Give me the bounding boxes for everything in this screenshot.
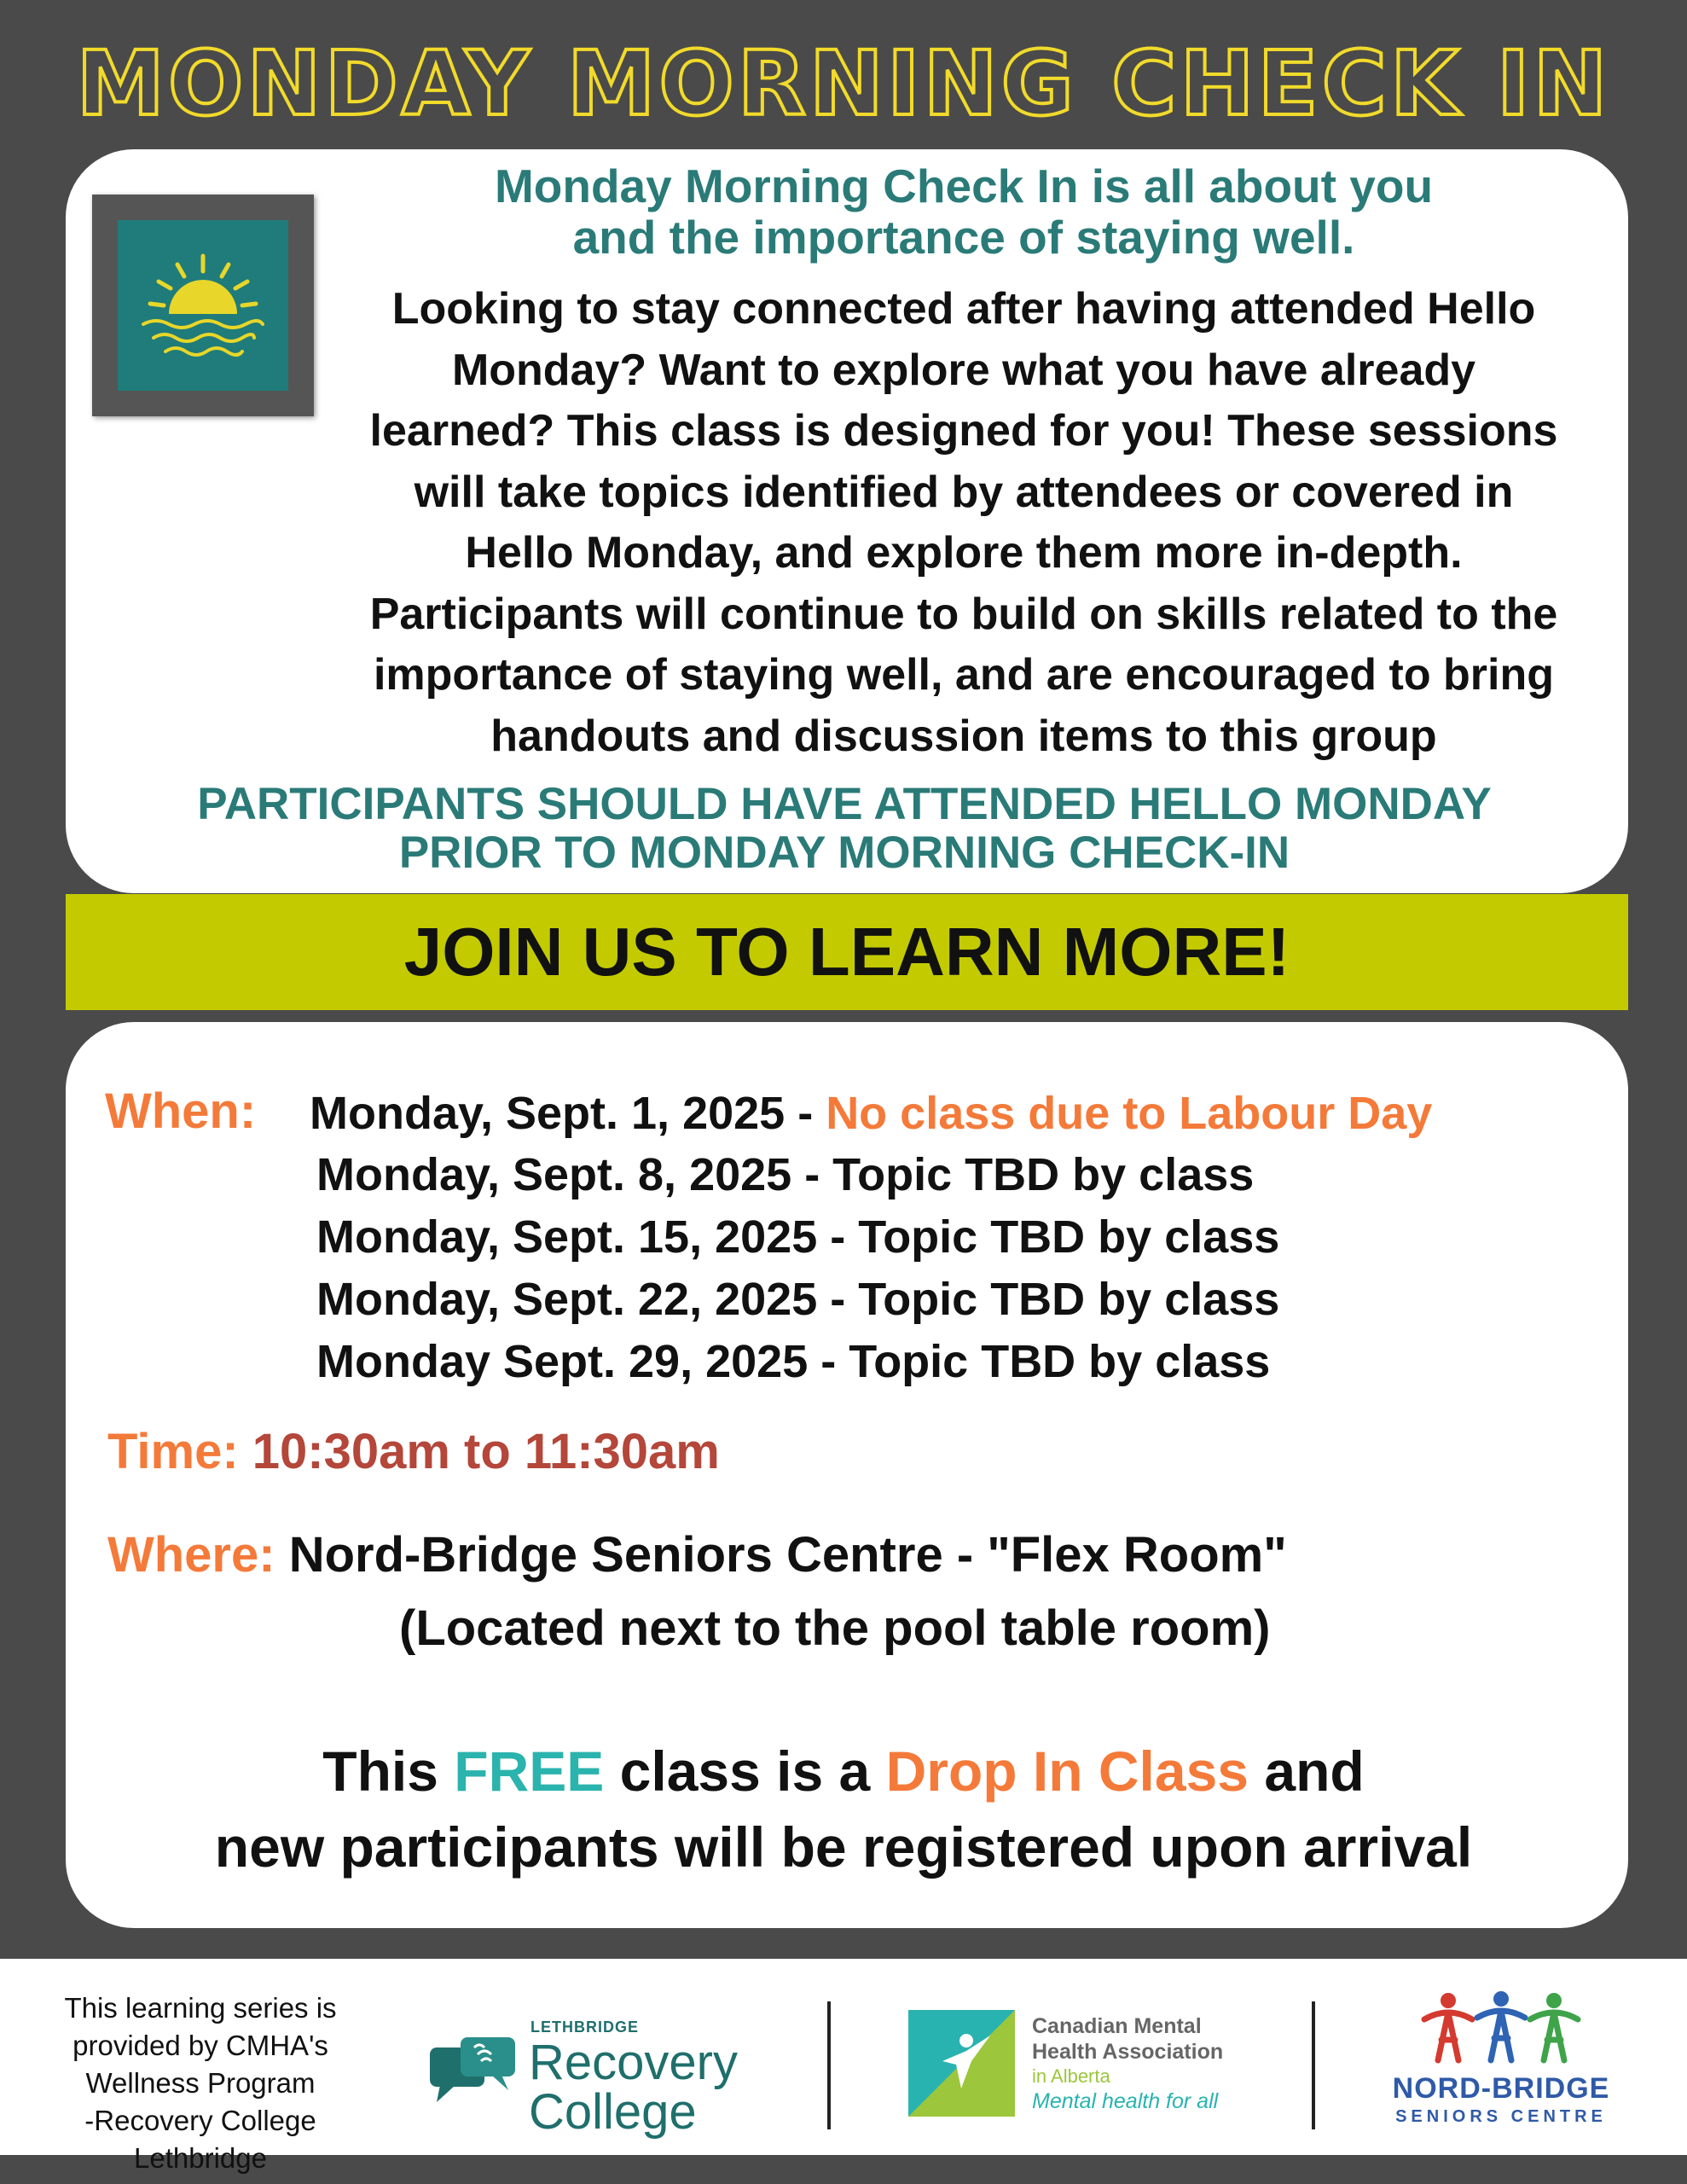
rc-line-1: Recovery bbox=[529, 2035, 738, 2090]
program-logo bbox=[92, 195, 314, 416]
sunrise-over-water-icon bbox=[118, 220, 288, 391]
where-note: (Located next to the pool table room) bbox=[399, 1600, 1271, 1656]
recovery-college-logo bbox=[426, 1993, 768, 2138]
time-label: Time: bbox=[107, 1424, 239, 1479]
chat-bubbles-icon bbox=[426, 2036, 520, 2112]
people-figures-icon bbox=[1416, 1989, 1586, 2065]
cmha-logo bbox=[908, 2010, 1267, 2121]
footer-divider-2 bbox=[1312, 2001, 1315, 2129]
nordbridge-line-2: SENIORS CENTRE bbox=[1395, 2107, 1607, 2126]
page-title: MONDAY MORNING CHECK IN bbox=[76, 32, 1611, 136]
intro-body-line-2: Monday? Want to explore what you have already bbox=[451, 346, 1476, 395]
rc-small-text: LETHBRIDGE bbox=[530, 2018, 639, 2036]
session-row-4: Monday, Sept. 22, 2025 - Topic TBD by class bbox=[316, 1274, 1280, 1325]
cmha-line-1: Canadian Mental bbox=[1032, 2014, 1202, 2038]
cmha-figure-icon bbox=[908, 2010, 1015, 2117]
intro-body-line-7: importance of staying well, and are encouraged to bring bbox=[373, 650, 1555, 700]
intro-lead-line-2: and the importance of staying well. bbox=[572, 211, 1355, 264]
session-row-2: Monday, Sept. 8, 2025 - Topic TBD by class bbox=[316, 1149, 1255, 1200]
cmha-tagline: Mental health for all bbox=[1032, 2089, 1219, 2113]
session-date-1: Monday, Sept. 1, 2025 - bbox=[310, 1088, 826, 1139]
nordbridge-line-1: NORD-BRIDGE bbox=[1392, 2072, 1610, 2105]
provider-note: This learning series is provided by CMHA's Wellness Program -Recovery College Lethbridge bbox=[64, 1992, 337, 2174]
session-row-5: Monday Sept. 29, 2025 - Topic TBD by class bbox=[316, 1336, 1271, 1387]
intro-body-line-6: Participants will continue to build on skills related to the bbox=[369, 590, 1558, 639]
footer bbox=[0, 1959, 1687, 2174]
join-banner-text: JOIN US TO LEARN MORE! bbox=[403, 914, 1290, 990]
when-label: When: bbox=[105, 1083, 257, 1139]
intro-body-line-8: handouts and discussion items to this group bbox=[490, 712, 1437, 761]
requirement-line-2: PRIOR TO MONDAY MORNING CHECK-IN bbox=[398, 828, 1290, 878]
time-value: 10:30am to 11:30am bbox=[252, 1424, 720, 1479]
session-row-3: Monday, Sept. 15, 2025 - Topic TBD by class bbox=[316, 1211, 1280, 1263]
cmha-line-3: in Alberta bbox=[1032, 2065, 1110, 2087]
intro-lead-line-1: Monday Morning Check In is all about you bbox=[494, 160, 1434, 212]
requirement-line-1: PARTICIPANTS SHOULD HAVE ATTENDED HELLO MONDAY bbox=[197, 779, 1492, 829]
where-label: Where: bbox=[107, 1527, 275, 1583]
nordbridge-logo bbox=[1365, 1989, 1638, 2134]
where-value: Nord-Bridge Seniors Centre - "Flex Room" bbox=[288, 1527, 1287, 1583]
drop-in-label: Drop In Class bbox=[885, 1740, 1249, 1803]
footer-divider-1 bbox=[827, 2001, 831, 2129]
time-row bbox=[107, 1422, 720, 1482]
rc-line-2: College bbox=[529, 2084, 697, 2140]
closing-line-2: new participants will be registered upon arrival bbox=[214, 1815, 1473, 1879]
intro-body-line-1: Looking to stay connected after having attended Hello bbox=[391, 284, 1536, 334]
free-label: FREE bbox=[454, 1740, 605, 1803]
closing-line-1: This FREE class is a Drop In Class and bbox=[322, 1740, 1365, 1803]
intro-body-line-4: will take topics identified by attendees or covered in bbox=[414, 468, 1514, 517]
where-row bbox=[107, 1525, 1287, 1586]
intro-body-line-5: Hello Monday, and explore them more in-depth. bbox=[465, 528, 1463, 578]
session-row-1 bbox=[310, 1084, 1432, 1142]
intro-body-line-3: learned? This class is designed for you! These sessions bbox=[369, 406, 1558, 456]
cmha-line-2: Health Association bbox=[1032, 2040, 1224, 2064]
join-banner bbox=[66, 894, 1628, 1010]
session-note-1: No class due to Labour Day bbox=[826, 1088, 1433, 1139]
